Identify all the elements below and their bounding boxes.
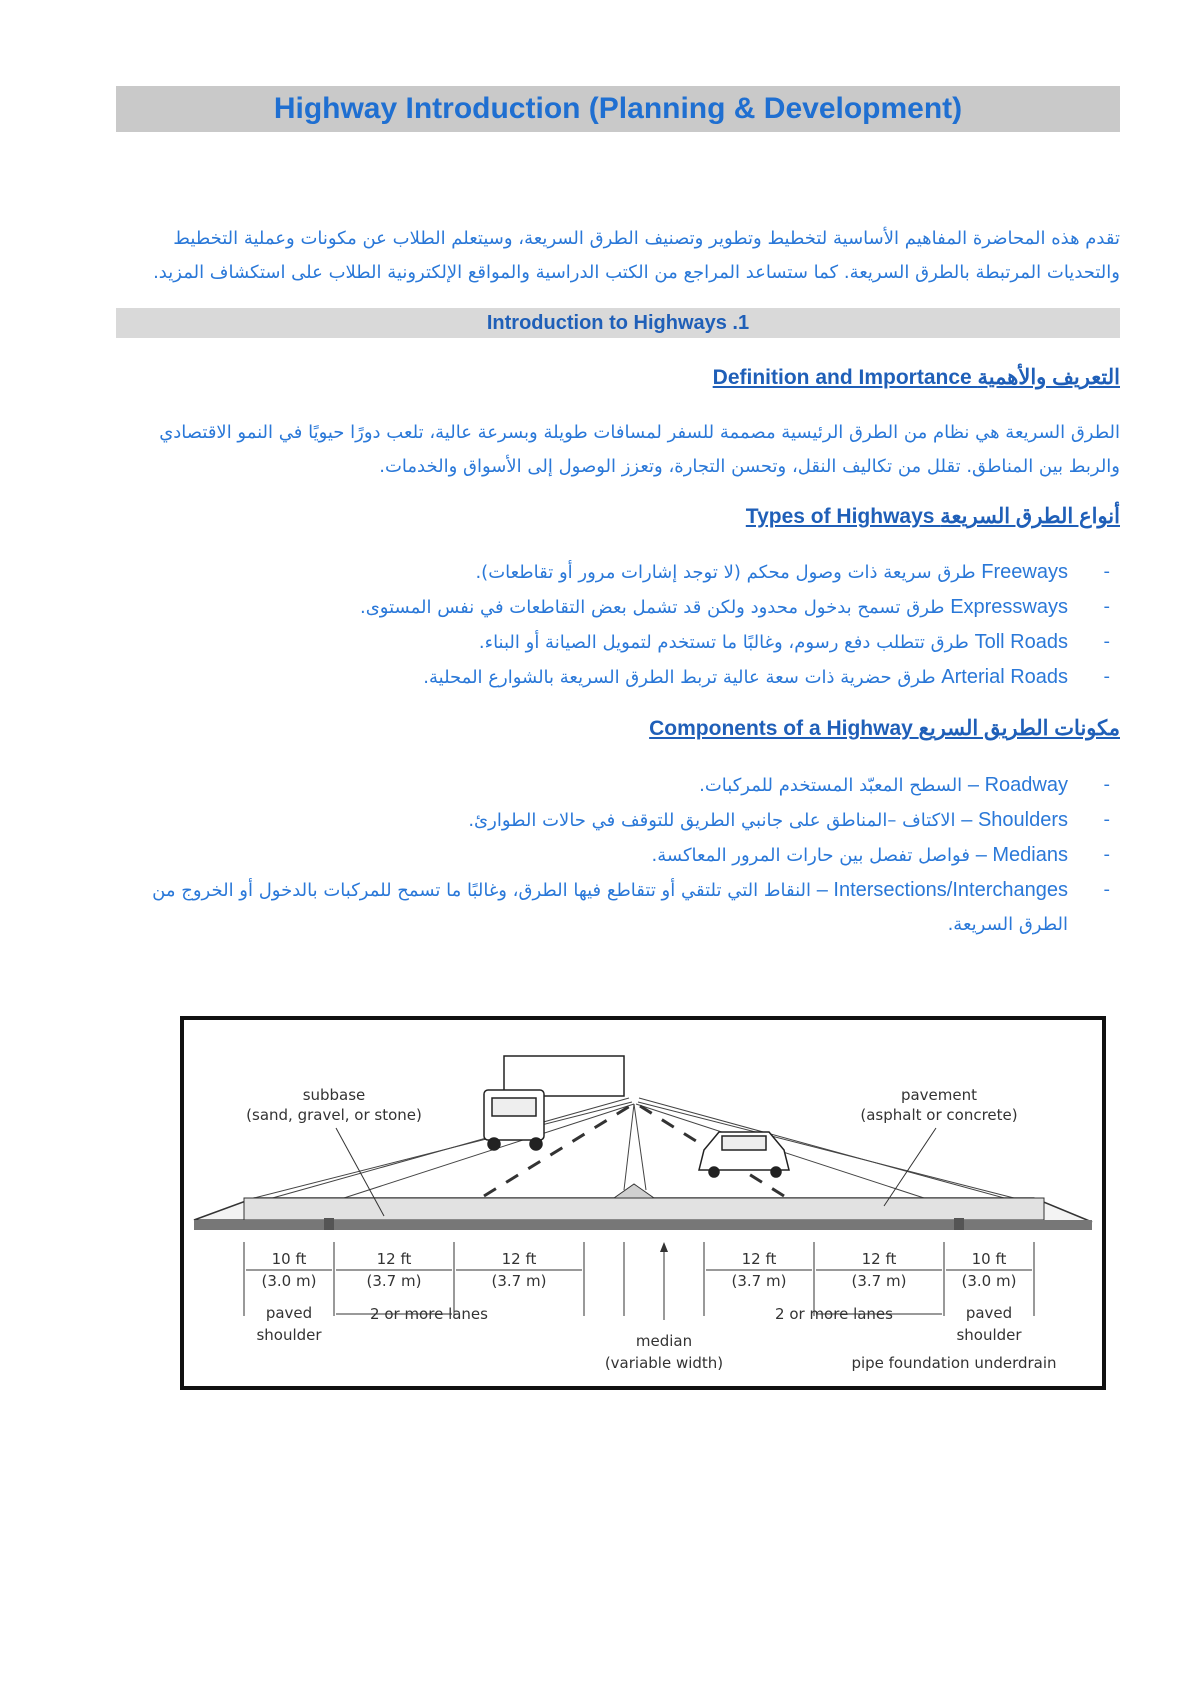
left-underdrain <box>324 1218 334 1230</box>
item-ar: طرق سريعة ذات وصول محكم (لا توجد إشارات مرور أو تقاطعات). <box>475 562 976 583</box>
dash: - <box>1103 879 1110 900</box>
dim-m: (3.0 m) <box>261 1272 317 1290</box>
car-window <box>722 1136 766 1150</box>
section-bar <box>116 308 1120 338</box>
definition-heading: Definition and Importance التعريف والأهمية <box>712 366 1120 389</box>
list-item <box>116 625 1120 660</box>
list-item <box>116 803 1120 838</box>
car-drawing <box>699 1132 789 1177</box>
dash: - <box>1103 561 1110 582</box>
item-ar: الاكتاف –المناطق على جانبي الطريق للتوقف في حالات الطوارئ. <box>468 810 956 831</box>
item-ar: طرق تتطلب دفع رسوم، وغالبًا ما تستخدم لتمويل الصيانة أو البناء. <box>478 632 969 653</box>
definition-line-1: الطرق السريعة هي نظام من الطرق الرئيسية مصممة للسفر لمسافات طويلة وبسرعة عالية، تلعب دورًا حيويًا في النمو الاقتصادي <box>159 422 1120 443</box>
item-en: Medians – <box>975 844 1068 866</box>
dash: - <box>1103 774 1110 795</box>
dash: - <box>1103 809 1110 830</box>
types-list <box>116 555 1120 695</box>
section-title: Introduction to Highways .1 <box>486 312 750 334</box>
subbase-label: subbase <box>302 1086 366 1104</box>
definition-line-2: والربط بين المناطق. تقلل من تكاليف النقل، وتحسن التجارة، وتعزز الوصول إلى الأسواق والخدمات. <box>379 456 1120 477</box>
pavement-layer <box>244 1198 1044 1220</box>
cross-section-drawing <box>184 1020 1102 1386</box>
item-en: Toll Roads <box>974 631 1068 653</box>
lanes-label-right: 2 or more lanes <box>775 1305 893 1323</box>
list-item <box>116 838 1120 873</box>
dim-m: (3.7 m) <box>731 1272 787 1290</box>
dim-ft: 12 ft <box>501 1250 537 1268</box>
intro-line-1: تقدم هذه المحاضرة المفاهيم الأساسية لتخطيط وتطوير وتصنيف الطرق السريعة، وسيتعلم الطلاب عن مكونات وعملية التخطيط <box>173 228 1120 249</box>
list-item <box>116 555 1120 590</box>
median-sublabel: (variable width) <box>604 1354 724 1372</box>
median-label: median <box>635 1332 693 1350</box>
car-wheel <box>771 1167 781 1177</box>
dim-ft: 10 ft <box>971 1250 1007 1268</box>
item-en: Expressways <box>950 596 1068 618</box>
title-bar <box>116 86 1120 132</box>
dim-ft: 12 ft <box>741 1250 777 1268</box>
dim-ft: 12 ft <box>376 1250 412 1268</box>
list-item <box>116 590 1120 625</box>
item-en: Arterial Roads <box>941 666 1068 688</box>
right-underdrain <box>954 1218 964 1230</box>
underdrain-label: pipe foundation underdrain <box>851 1354 1057 1372</box>
dim-m: (3.7 m) <box>491 1272 547 1290</box>
dimension-ticks <box>244 1242 1034 1316</box>
truck-windshield <box>492 1098 536 1116</box>
dim-m: (3.7 m) <box>366 1272 422 1290</box>
truck-wheel <box>488 1138 500 1150</box>
truck-drawing <box>484 1056 624 1150</box>
item-en: Intersections/Interchanges – <box>816 879 1068 901</box>
shoulder-label-right: shoulder <box>956 1326 1022 1344</box>
median-arrowhead <box>660 1242 668 1252</box>
item-ar: السطح المعبّد المستخدم للمركبات. <box>699 775 963 796</box>
median-barrier <box>614 1184 654 1198</box>
item-en: Freeways <box>981 561 1068 583</box>
components-list <box>116 768 1120 942</box>
highway-cross-section-figure <box>180 1016 1106 1390</box>
item-en: Roadway – <box>967 774 1068 796</box>
dash: - <box>1103 666 1110 687</box>
list-item <box>116 660 1120 695</box>
subbase-sublabel: (sand, gravel, or stone) <box>246 1106 422 1124</box>
intro-paragraph <box>116 222 1120 290</box>
dim-m: (3.0 m) <box>961 1272 1017 1290</box>
dash: - <box>1103 844 1110 865</box>
paved-label-left: paved <box>265 1304 313 1322</box>
paved-label-right: paved <box>965 1304 1013 1322</box>
intro-line-2: والتحديات المرتبطة بالطرق السريعة. كما ستساعد المراجع من الكتب الدراسية والمواقع الإلكترونية الطلاب على استكشاف المزيد. <box>153 262 1120 283</box>
item-ar: طرق تسمح بدخول محدود ولكن قد تشمل بعض التقاطعات في نفس المستوى. <box>359 597 945 618</box>
pavement-label: pavement <box>900 1086 978 1104</box>
lanes-label-left: 2 or more lanes <box>370 1305 488 1323</box>
pavement-sublabel: (asphalt or concrete) <box>860 1106 1018 1124</box>
item-ar: طرق حضرية ذات سعة عالية تربط الطرق السريعة بالشوارع المحلية. <box>423 667 936 688</box>
page-title: Highway Introduction (Planning & Development) <box>273 92 963 125</box>
dim-ft: 10 ft <box>271 1250 307 1268</box>
definition-paragraph <box>116 416 1120 484</box>
item-en: Shoulders – <box>961 809 1068 831</box>
types-heading: Types of Highways أنواع الطرق السريعة <box>745 505 1120 528</box>
dim-ft: 12 ft <box>861 1250 897 1268</box>
truck-wheel <box>530 1138 542 1150</box>
car-wheel <box>709 1167 719 1177</box>
dim-m: (3.7 m) <box>851 1272 907 1290</box>
dash: - <box>1103 596 1110 617</box>
list-item <box>116 768 1120 803</box>
shoulder-label-left: shoulder <box>256 1326 322 1344</box>
item-ar: فواصل تفصل بين حارات المرور المعاكسة. <box>651 845 970 866</box>
list-item <box>116 873 1120 942</box>
components-heading: Components of a Highway مكونات الطريق السريع <box>649 717 1120 740</box>
item-ar: النقاط التي تلتقي أو تتقاطع فيها الطرق، وغالبًا ما تسمح للمركبات بالدخول أو الخروج من الطرق السريعة. <box>152 880 1068 935</box>
dash: - <box>1103 631 1110 652</box>
